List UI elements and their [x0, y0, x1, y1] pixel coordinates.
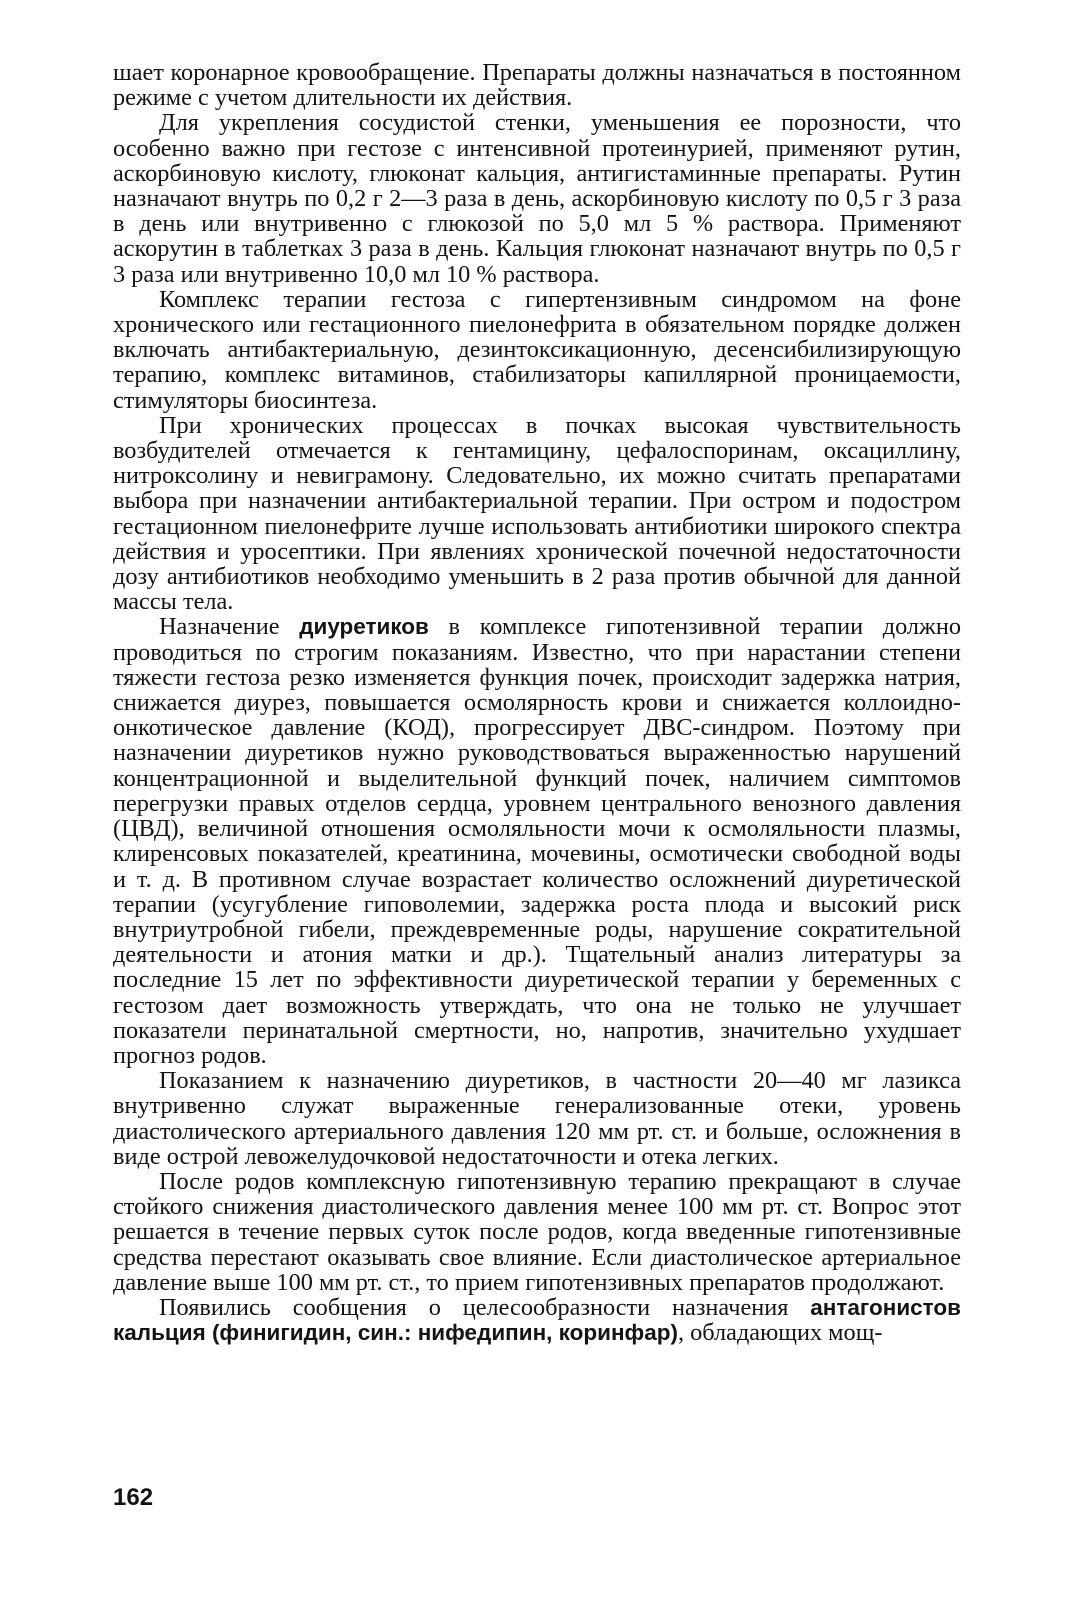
paragraph	[113, 110, 961, 286]
paragraph	[113, 1169, 961, 1295]
paragraph	[113, 1295, 961, 1345]
paragraph	[113, 287, 961, 413]
paragraph	[113, 413, 961, 615]
text-run: Назначение	[159, 613, 300, 641]
paragraph	[113, 614, 961, 1068]
bold-term: антагонистов кальция (финигидин, син.: нифедипин, коринфар)	[113, 1294, 961, 1346]
text-run: При хронических процессах в почках высокая чувствительность возбудителей отмечается к гентамицину, цефалоспоринам, оксациллину, нитроксолину и невиграмону. Следовательно, их можно считать препаратами выбора при назначении антибактериальной терапии. При остром и подостром гестационном пиелонефрите лучше использовать антибиотики широкого спектра действия и уросептики. При явлениях хронической почечной недостаточности дозу антибиотиков необходимо уменьшить в 2 раза против обычной для данной массы тела.	[113, 411, 961, 616]
text-run: , обладающих мощ-	[677, 1319, 883, 1347]
text-run: Появились сообщения о целесообразности назначения	[159, 1293, 811, 1321]
page-body	[113, 60, 961, 1540]
text-run: Для укрепления сосудистой стенки, уменьшения ее порозности, что особенно важно при гестозе с интенсивной протеинурией, применяют рутин, аскорбиновую кислоту, глюконат кальция, антигистаминные препараты. Рутин назначают внутрь по 0,2 г 2—3 раза в день, аскорбиновую кислоту по 0,5 г 3 раза в день или внутривенно с глюкозой по 5,0 мл 5 % раствора. Применяют аскорутин в таблетках 3 раза в день. Кальция глюконат назначают внутрь по 0,5 г 3 раза или внутривенно 10,0 мл 10 % раствора.	[113, 109, 961, 288]
paragraph	[113, 60, 961, 110]
text-run: в комплексе гипотензивной терапии должно проводиться по строгим показаниям. Известно, что при нарастании степени тяжести гестоза резко изменяется функция почек, происходит задержка натрия, снижается диурез, повышается осмолярность крови и снижается коллоидно-онкотическое давление (КОД), прогрессирует ДВС-синдром. Поэтому при назначении диуретиков нужно руководствоваться выраженностью нарушений концентрационной и выделительной функций почек, наличием симптомов перегрузки правых отделов сердца, уровнем центрального венозного давления (ЦВД), величиной отношения осмоляльности мочи к осмоляльности плазмы, клиренсовых показателей, креатинина, мочевины, осмотически свободной воды и т. д. В противном случае возрастает количество осложнений диуретической терапии (усугубление гиповолемии, задержка роста плода и высокий риск внутриутробной гибели, преждевременные роды, нарушение сократительной деятельности и атония матки и др.). Тщательный анализ литературы за последние 15 лет по эффективности диуретической терапии у беременных с гестозом дает возможность утверждать, что она не только не улучшает показатели перинатальной смертности, но, напротив, значительно ухудшает прогноз родов.	[113, 613, 961, 1069]
text-run: Комплекс терапии гестоза с гипертензивным синдромом на фоне хронического или гестационного пиелонефрита в обязательном порядке должен включать антибактериальную, дезинтоксикационную, десенсибилизирующую терапию, комплекс витаминов, стабилизаторы капиллярной проницаемости, стимуляторы биосинтеза.	[113, 285, 961, 414]
text-run: шает коронарное кровообращение. Препараты должны назначаться в постоянном режиме с учетом длительности их действия.	[113, 59, 961, 112]
page-number: 162	[113, 1484, 154, 1511]
text-run: Показанием к назначению диуретиков, в частности 20—40 мг лазикса внутривенно служат выраженные генерализованные отеки, уровень диастолического артериального давления 120 мм рт. ст. и больше, осложнения в виде острой левожелудочковой недостаточности и отека легких.	[113, 1067, 961, 1170]
paragraph	[113, 1068, 961, 1169]
text-run: После родов комплексную гипотензивную терапию прекращают в случае стойкого снижения диастолического давления менее 100 мм рт. ст. Вопрос этот решается в течение первых суток после родов, когда введенные гипотензивные средства перестают оказывать свое влияние. Если диастолическое артериальное давление выше 100 мм рт. ст., то прием гипотензивных препаратов продолжают.	[113, 1167, 961, 1296]
bold-term: диуретиков	[299, 614, 429, 640]
